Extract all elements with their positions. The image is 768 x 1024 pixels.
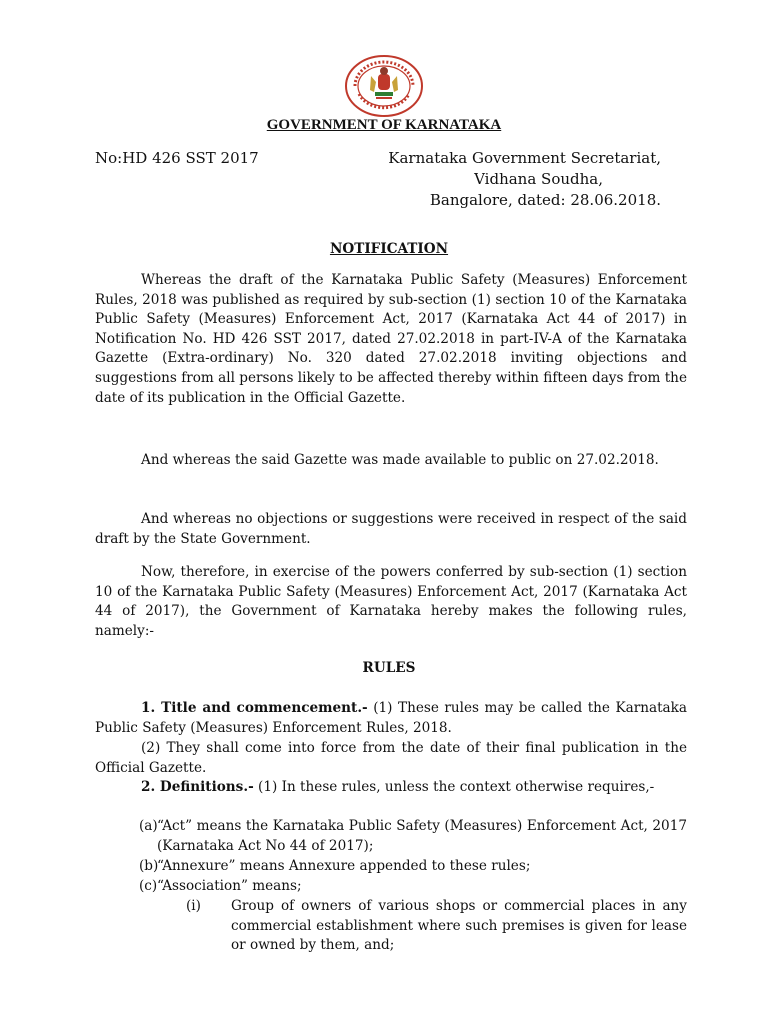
notification-para-1-block (95, 271, 687, 408)
notification-para-4-block (95, 563, 687, 641)
rule-1-text: (1) These rules may be called the Karnataka Public Safety (Measures) Enforcement Rules, 2018. (95, 700, 687, 736)
notification-paragraph: Now, therefore, in exercise of the powers conferred by sub-section (1) section 10 of the Karnataka Public Safety (Measures) Enforcement Act, 2017 (Karnataka Act 44 of 2017), the Government of Karnataka hereby makes the following rules, namely:- (95, 564, 687, 639)
notification-para-2-block (95, 451, 687, 471)
definition-c-i-label: (i) (186, 898, 201, 914)
notification-para-3-block (95, 510, 687, 549)
definition-a (139, 817, 687, 856)
address-line-2: Vidhana Soudha, (474, 170, 603, 188)
definition-a-label: (a) (139, 818, 158, 834)
definition-a-text: “Act” means the Karnataka Public Safety (Measures) Enforcement Act, 2017 (Karnataka Act No 44 of 2017); (157, 818, 687, 854)
karnataka-emblem-icon (343, 54, 425, 118)
rule-1-sub-2: (2) They shall come into force from the date of their final publication in the Official Gazette. (95, 740, 687, 776)
definition-c-text: “Association” means; (157, 878, 302, 894)
address-line-3: Bangalore, dated: 28.06.2018. (429, 191, 661, 209)
rule-1-heading: 1. Title and commencement.- (141, 700, 368, 716)
rule-2 (95, 778, 687, 798)
address-block (388, 148, 661, 211)
definition-b-text: “Annexure” means Annexure appended to these rules; (157, 858, 531, 874)
definition-b (139, 857, 687, 877)
notification-paragraph: Whereas the draft of the Karnataka Public Safety (Measures) Enforcement Rules, 2018 was published as required by sub-section (1) section 10 of the Karnataka Public Safety (Measures) Enforcement Act, 2017 (Karnataka Act 44 of 2017) in Notification No. HD 426 SST 2017, dated 27.02.2018 in part-IV-A of the Karnataka Gazette (Extra-ordinary) No. 320 dated 27.02.2018 inviting objections and suggestions from all persons likely to be affected thereby within fifteen days from the date of its publication in the Official Gazette. (95, 272, 687, 406)
rule-2-text: (1) In these rules, unless the context otherwise requires,- (253, 779, 655, 795)
rules-title: RULES (362, 660, 416, 676)
rule-1 (95, 699, 687, 738)
reference-number: No:HD 426 SST 2017 (95, 149, 259, 167)
notification-paragraph: And whereas the said Gazette was made available to public on 27.02.2018. (141, 452, 659, 468)
rule-2-heading: 2. Definitions.- (141, 779, 254, 795)
notification-paragraph: And whereas no objections or suggestions were received in respect of the said draft by the State Government. (95, 511, 687, 547)
government-title: GOVERNMENT OF KARNATAKA (266, 117, 502, 133)
definition-c (139, 877, 687, 897)
notification-title: NOTIFICATION (329, 241, 449, 257)
definition-c-i-text: Group of owners of various shops or commercial places in any commercial establishment where such premises is given for lease or owned by them, and; (231, 898, 687, 954)
definition-c-i (186, 897, 687, 956)
definition-b-label: (b) (139, 858, 159, 874)
definition-c-label: (c) (139, 878, 158, 894)
address-line-1: Karnataka Government Secretariat, (388, 149, 661, 167)
